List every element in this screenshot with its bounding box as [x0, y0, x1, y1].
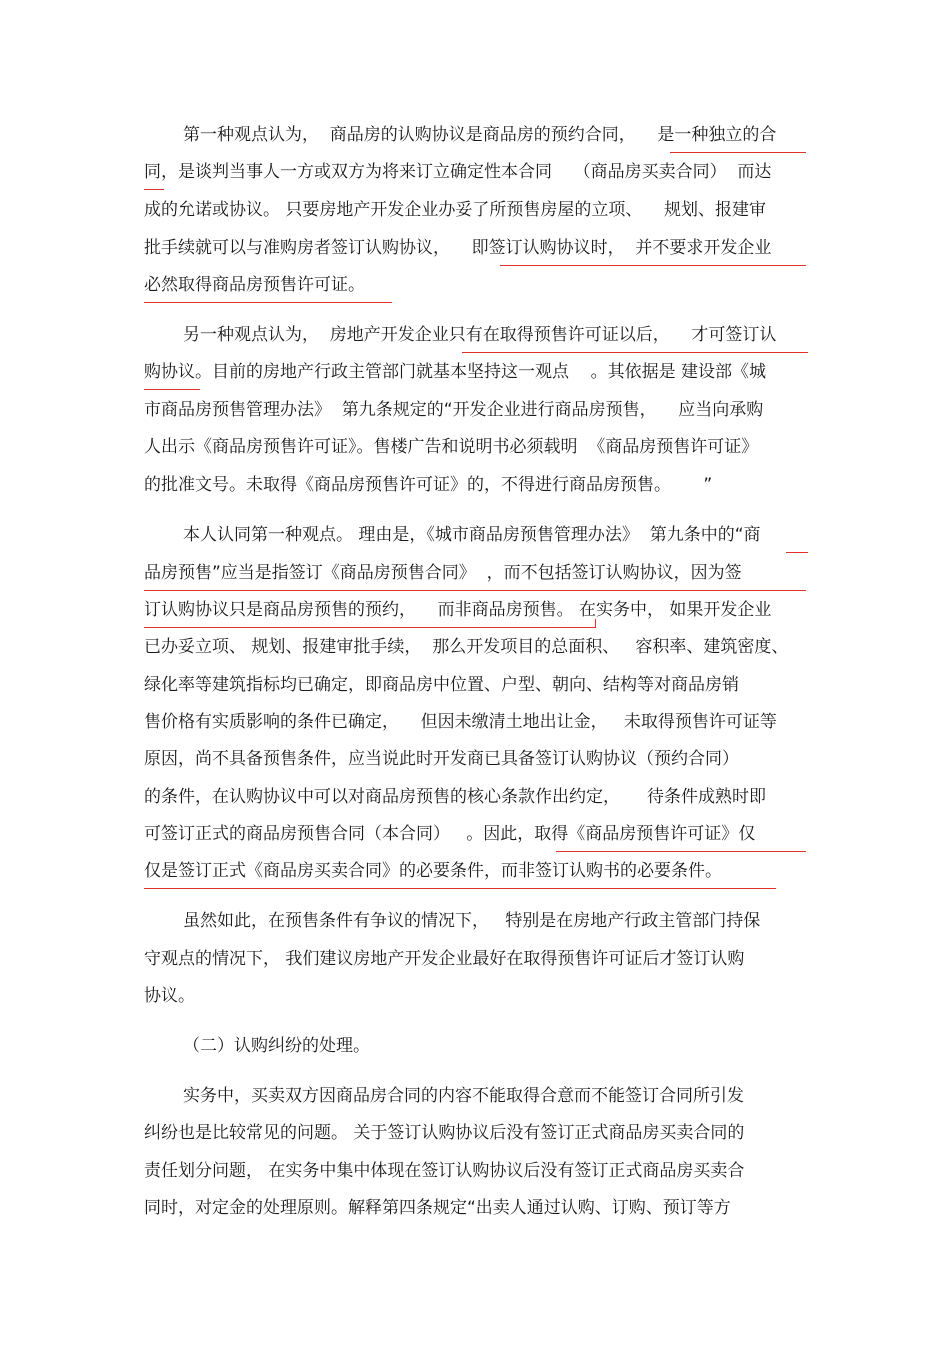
red-underline [144, 302, 392, 303]
red-underline [462, 352, 808, 353]
text-line [0, 155, 950, 189]
text-line [0, 817, 950, 851]
line-text: 另一种观点认为， 房地产开发企业只有在取得预售许可证以后， 才可签订认 [183, 325, 777, 345]
red-underline-hook [595, 619, 596, 627]
line-text: 可签订正式的商品房预售合同（本合同） 。因此，取得《商品房预售许可证》仅 [144, 824, 756, 844]
red-underline [144, 389, 200, 390]
text-line [0, 556, 950, 590]
line-text: 原因，尚不具备预售条件，应当说此时开发商已具备签订认购协议（预约合同） [144, 749, 739, 769]
red-underline [500, 265, 806, 266]
text-line [0, 630, 950, 664]
line-text: 购协议。目前的房地产行政主管部门就基本坚持这一观点 。其依据是 建设部《城 [144, 362, 767, 382]
text-line [0, 318, 950, 352]
line-text: 已办妥立项、 规划、报建审批手续， 那么开发项目的总面积、 容积率、建筑密度、 [144, 637, 789, 657]
line-text: 市商品房预售管理办法》 第九条规定的“开发企业进行商品房预售， 应当向承购 [144, 400, 764, 420]
text-line [0, 1116, 950, 1150]
line-text: 人出示《商品房预售许可证》。售楼广告和说明书必须载明 《商品房预售许可证》 [144, 437, 759, 457]
text-line [0, 854, 950, 888]
text-line [0, 518, 950, 552]
line-text: 责任划分问题， 在实务中集中体现在签订认购协议后没有签订正式商品房买卖合 [144, 1161, 745, 1181]
line-text: 仅是签订正式《商品房买卖合同》的必要条件，而非签订认购书的必要条件。 [144, 861, 722, 881]
line-text: 的批准文号。未取得《商品房预售许可证》的，不得进行商品房预售。 ” [144, 475, 713, 495]
text-line [0, 393, 950, 427]
text-line [0, 231, 950, 265]
text-line [0, 1191, 950, 1225]
section-heading [0, 1029, 950, 1063]
red-underline [670, 152, 806, 153]
red-underline [556, 851, 806, 852]
line-text: 售价格有实质影响的条件已确定， 但因未缴清土地出让金， 未取得预售许可证等 [144, 712, 777, 732]
text-line [0, 780, 950, 814]
text-line [0, 593, 950, 627]
line-text: 同，是谈判当事人一方或双方为将来订立确定性本合同 （商品房买卖合同） 而达 [144, 162, 772, 182]
text-line [0, 979, 950, 1013]
line-text: 实务中，买卖双方因商品房合同的内容不能取得合意而不能签订合同所引发 [183, 1086, 744, 1106]
text-line [0, 468, 950, 502]
text-line [0, 904, 950, 938]
red-underline [144, 590, 806, 591]
line-text: 品房预售”应当是指签订《商品房预售合同》 ，而不包括签订认购协议，因为签 [144, 563, 742, 583]
line-text: 守观点的情况下， 我们建议房地产开发企业最好在取得预售许可证后才签订认购 [144, 949, 745, 969]
red-underline [786, 552, 808, 553]
text-line [0, 118, 950, 152]
red-underline [144, 189, 164, 190]
line-text: 必然取得商品房预售许可证。 [144, 275, 365, 295]
line-text: 同时，对定金的处理原则。解释第四条规定“出卖人通过认购、订购、预订等方 [144, 1198, 731, 1218]
line-text: 订认购协议只是商品房预售的预约， 而非商品房预售。 在实务中， 如果开发企业 [144, 600, 772, 620]
text-line [0, 742, 950, 776]
text-line [0, 430, 950, 464]
line-text: 协议。 [144, 986, 195, 1006]
text-line [0, 942, 950, 976]
line-text: 成的允诺或协议。 只要房地产开发企业办妥了所预售房屋的立项、 规划、报建审 [144, 200, 767, 220]
text-line [0, 1079, 950, 1113]
line-text: 虽然如此，在预售条件有争议的情况下， 特别是在房地产行政主管部门持保 [183, 911, 761, 931]
line-text: 本人认同第一种观点。 理由是，《城市商品房预售管理办法》 第九条中的“商 [183, 525, 761, 545]
line-text: 绿化率等建筑指标均已确定，即商品房中位置、户型、朝向、结构等对商品房销 [144, 675, 739, 695]
text-line [0, 705, 950, 739]
text-line [0, 193, 950, 227]
red-underline [144, 888, 776, 889]
text-line [0, 1154, 950, 1188]
line-text: 纠纷也是比较常见的问题。 关于签订认购协议后没有签订正式商品房买卖合同的 [144, 1123, 745, 1143]
line-text: （二）认购纠纷的处理。 [183, 1036, 370, 1056]
line-text: 的条件，在认购协议中可以对商品房预售的核心条款作出约定， 待条件成熟时即 [144, 787, 767, 807]
text-line [0, 355, 950, 389]
line-text: 第一种观点认为， 商品房的认购协议是商品房的预约合同， 是一种独立的合 [183, 125, 777, 145]
text-line [0, 268, 950, 302]
line-text: 批手续就可以与准购房者签订认购协议， 即签订认购协议时， 并不要求开发企业 [144, 238, 772, 258]
red-underline [144, 627, 596, 628]
text-line [0, 668, 950, 702]
